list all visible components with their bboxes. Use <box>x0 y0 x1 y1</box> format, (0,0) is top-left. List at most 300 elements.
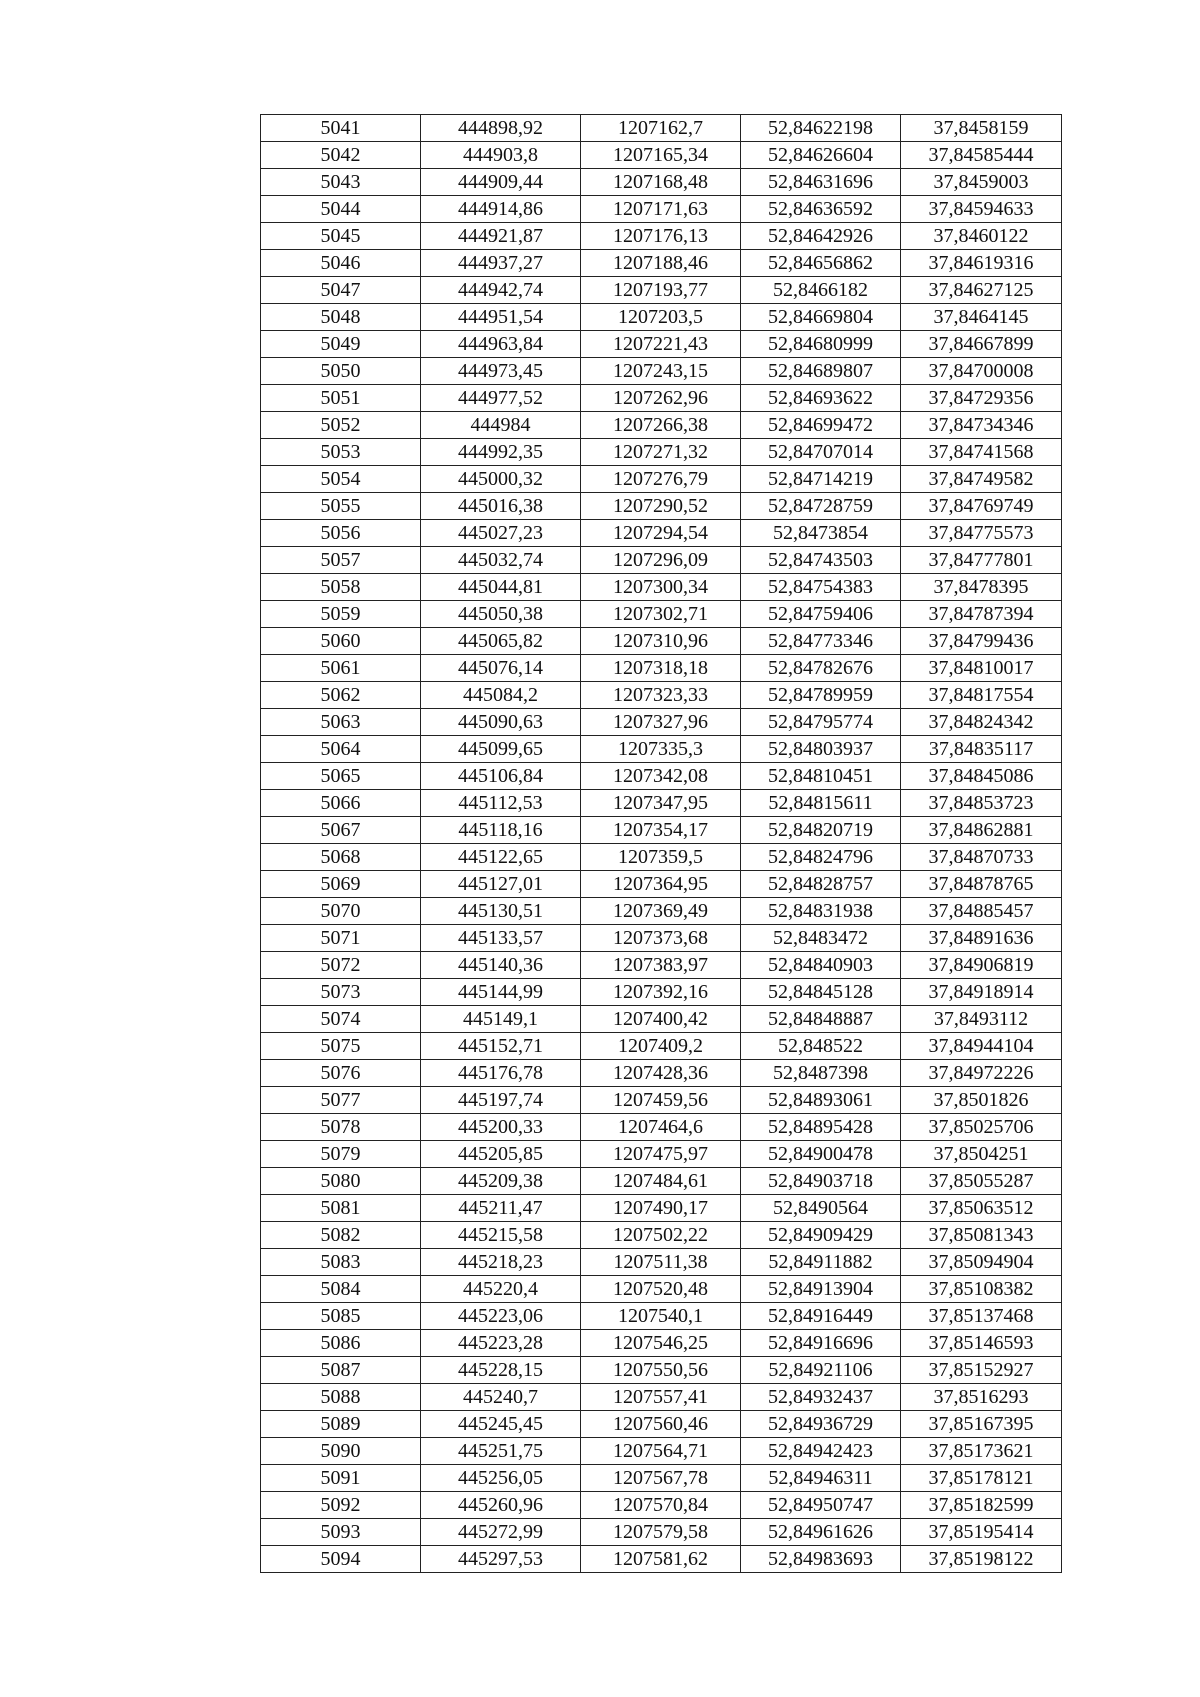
table-row <box>261 304 1062 331</box>
point-number-cell: 5059 <box>261 601 421 628</box>
x-coordinate-cell: 445140,36 <box>421 952 581 979</box>
y-coordinate-cell: 1207290,52 <box>581 493 741 520</box>
longitude-cell: 37,84972226 <box>901 1060 1062 1087</box>
point-number-cell: 5058 <box>261 574 421 601</box>
point-number-cell: 5055 <box>261 493 421 520</box>
x-coordinate-cell: 445152,71 <box>421 1033 581 1060</box>
latitude-cell: 52,84693622 <box>741 385 901 412</box>
y-coordinate-cell: 1207400,42 <box>581 1006 741 1033</box>
latitude-cell: 52,84656862 <box>741 250 901 277</box>
longitude-cell: 37,85108382 <box>901 1276 1062 1303</box>
y-coordinate-cell: 1207347,95 <box>581 790 741 817</box>
longitude-cell: 37,84627125 <box>901 277 1062 304</box>
y-coordinate-cell: 1207570,84 <box>581 1492 741 1519</box>
y-coordinate-cell: 1207502,22 <box>581 1222 741 1249</box>
x-coordinate-cell: 445260,96 <box>421 1492 581 1519</box>
table-row <box>261 1195 1062 1222</box>
longitude-cell: 37,8460122 <box>901 223 1062 250</box>
point-number-cell: 5057 <box>261 547 421 574</box>
latitude-cell: 52,84714219 <box>741 466 901 493</box>
latitude-cell: 52,8490564 <box>741 1195 901 1222</box>
x-coordinate-cell: 445228,15 <box>421 1357 581 1384</box>
x-coordinate-cell: 445149,1 <box>421 1006 581 1033</box>
longitude-cell: 37,85055287 <box>901 1168 1062 1195</box>
point-number-cell: 5086 <box>261 1330 421 1357</box>
point-number-cell: 5089 <box>261 1411 421 1438</box>
longitude-cell: 37,84700008 <box>901 358 1062 385</box>
point-number-cell: 5042 <box>261 142 421 169</box>
longitude-cell: 37,85094904 <box>901 1249 1062 1276</box>
y-coordinate-cell: 1207579,58 <box>581 1519 741 1546</box>
latitude-cell: 52,84828757 <box>741 871 901 898</box>
table-row <box>261 1546 1062 1573</box>
point-number-cell: 5041 <box>261 115 421 142</box>
y-coordinate-cell: 1207428,36 <box>581 1060 741 1087</box>
latitude-cell: 52,84900478 <box>741 1141 901 1168</box>
x-coordinate-cell: 445200,33 <box>421 1114 581 1141</box>
x-coordinate-cell: 444984 <box>421 412 581 439</box>
longitude-cell: 37,84787394 <box>901 601 1062 628</box>
x-coordinate-cell: 445218,23 <box>421 1249 581 1276</box>
latitude-cell: 52,8487398 <box>741 1060 901 1087</box>
point-number-cell: 5053 <box>261 439 421 466</box>
longitude-cell: 37,84799436 <box>901 628 1062 655</box>
y-coordinate-cell: 1207243,15 <box>581 358 741 385</box>
table-row <box>261 601 1062 628</box>
x-coordinate-cell: 445090,63 <box>421 709 581 736</box>
table-row <box>261 844 1062 871</box>
y-coordinate-cell: 1207383,97 <box>581 952 741 979</box>
longitude-cell: 37,84734346 <box>901 412 1062 439</box>
point-number-cell: 5085 <box>261 1303 421 1330</box>
y-coordinate-cell: 1207310,96 <box>581 628 741 655</box>
point-number-cell: 5064 <box>261 736 421 763</box>
x-coordinate-cell: 444963,84 <box>421 331 581 358</box>
table-row <box>261 871 1062 898</box>
longitude-cell: 37,85152927 <box>901 1357 1062 1384</box>
point-number-cell: 5093 <box>261 1519 421 1546</box>
y-coordinate-cell: 1207409,2 <box>581 1033 741 1060</box>
point-number-cell: 5082 <box>261 1222 421 1249</box>
y-coordinate-cell: 1207176,13 <box>581 223 741 250</box>
table-row <box>261 574 1062 601</box>
longitude-cell: 37,84918914 <box>901 979 1062 1006</box>
longitude-cell: 37,85167395 <box>901 1411 1062 1438</box>
latitude-cell: 52,8473854 <box>741 520 901 547</box>
table-row <box>261 412 1062 439</box>
latitude-cell: 52,84820719 <box>741 817 901 844</box>
x-coordinate-cell: 444921,87 <box>421 223 581 250</box>
x-coordinate-cell: 445122,65 <box>421 844 581 871</box>
latitude-cell: 52,84782676 <box>741 655 901 682</box>
x-coordinate-cell: 444977,52 <box>421 385 581 412</box>
table-row <box>261 925 1062 952</box>
latitude-cell: 52,8483472 <box>741 925 901 952</box>
longitude-cell: 37,84585444 <box>901 142 1062 169</box>
y-coordinate-cell: 1207560,46 <box>581 1411 741 1438</box>
table-row <box>261 709 1062 736</box>
y-coordinate-cell: 1207581,62 <box>581 1546 741 1573</box>
latitude-cell: 52,84789959 <box>741 682 901 709</box>
longitude-cell: 37,85025706 <box>901 1114 1062 1141</box>
point-number-cell: 5044 <box>261 196 421 223</box>
point-number-cell: 5084 <box>261 1276 421 1303</box>
latitude-cell: 52,84893061 <box>741 1087 901 1114</box>
y-coordinate-cell: 1207557,41 <box>581 1384 741 1411</box>
table-row <box>261 1141 1062 1168</box>
longitude-cell: 37,85081343 <box>901 1222 1062 1249</box>
longitude-cell: 37,85137468 <box>901 1303 1062 1330</box>
x-coordinate-cell: 445176,78 <box>421 1060 581 1087</box>
longitude-cell: 37,84594633 <box>901 196 1062 223</box>
point-number-cell: 5079 <box>261 1141 421 1168</box>
table-row <box>261 1060 1062 1087</box>
point-number-cell: 5061 <box>261 655 421 682</box>
longitude-cell: 37,84906819 <box>901 952 1062 979</box>
longitude-cell: 37,84817554 <box>901 682 1062 709</box>
latitude-cell: 52,84895428 <box>741 1114 901 1141</box>
y-coordinate-cell: 1207567,78 <box>581 1465 741 1492</box>
x-coordinate-cell: 445130,51 <box>421 898 581 925</box>
y-coordinate-cell: 1207364,95 <box>581 871 741 898</box>
latitude-cell: 52,8466182 <box>741 277 901 304</box>
latitude-cell: 52,84961626 <box>741 1519 901 1546</box>
point-number-cell: 5054 <box>261 466 421 493</box>
x-coordinate-cell: 445076,14 <box>421 655 581 682</box>
table-row <box>261 1276 1062 1303</box>
x-coordinate-cell: 445209,38 <box>421 1168 581 1195</box>
table-row <box>261 1519 1062 1546</box>
latitude-cell: 52,84916449 <box>741 1303 901 1330</box>
x-coordinate-cell: 445245,45 <box>421 1411 581 1438</box>
y-coordinate-cell: 1207373,68 <box>581 925 741 952</box>
point-number-cell: 5077 <box>261 1087 421 1114</box>
x-coordinate-cell: 445256,05 <box>421 1465 581 1492</box>
table-row <box>261 1465 1062 1492</box>
x-coordinate-cell: 444937,27 <box>421 250 581 277</box>
table-row <box>261 790 1062 817</box>
x-coordinate-cell: 445016,38 <box>421 493 581 520</box>
longitude-cell: 37,84870733 <box>901 844 1062 871</box>
longitude-cell: 37,84835117 <box>901 736 1062 763</box>
x-coordinate-cell: 444898,92 <box>421 115 581 142</box>
latitude-cell: 52,84936729 <box>741 1411 901 1438</box>
point-number-cell: 5087 <box>261 1357 421 1384</box>
x-coordinate-cell: 445112,53 <box>421 790 581 817</box>
longitude-cell: 37,8501826 <box>901 1087 1062 1114</box>
longitude-cell: 37,84885457 <box>901 898 1062 925</box>
y-coordinate-cell: 1207564,71 <box>581 1438 741 1465</box>
longitude-cell: 37,8516293 <box>901 1384 1062 1411</box>
latitude-cell: 52,84803937 <box>741 736 901 763</box>
x-coordinate-cell: 445205,85 <box>421 1141 581 1168</box>
longitude-cell: 37,8458159 <box>901 115 1062 142</box>
point-number-cell: 5045 <box>261 223 421 250</box>
longitude-cell: 37,84845086 <box>901 763 1062 790</box>
y-coordinate-cell: 1207369,49 <box>581 898 741 925</box>
y-coordinate-cell: 1207490,17 <box>581 1195 741 1222</box>
latitude-cell: 52,84831938 <box>741 898 901 925</box>
table-row <box>261 1249 1062 1276</box>
table-row <box>261 736 1062 763</box>
table-row <box>261 1033 1062 1060</box>
latitude-cell: 52,84707014 <box>741 439 901 466</box>
point-number-cell: 5081 <box>261 1195 421 1222</box>
x-coordinate-cell: 445032,74 <box>421 547 581 574</box>
table-row <box>261 547 1062 574</box>
point-number-cell: 5070 <box>261 898 421 925</box>
longitude-cell: 37,84729356 <box>901 385 1062 412</box>
latitude-cell: 52,84626604 <box>741 142 901 169</box>
point-number-cell: 5046 <box>261 250 421 277</box>
x-coordinate-cell: 444903,8 <box>421 142 581 169</box>
longitude-cell: 37,84944104 <box>901 1033 1062 1060</box>
y-coordinate-cell: 1207193,77 <box>581 277 741 304</box>
latitude-cell: 52,84815611 <box>741 790 901 817</box>
coordinates-table-body <box>261 115 1062 1573</box>
longitude-cell: 37,8504251 <box>901 1141 1062 1168</box>
point-number-cell: 5066 <box>261 790 421 817</box>
longitude-cell: 37,84853723 <box>901 790 1062 817</box>
longitude-cell: 37,84775573 <box>901 520 1062 547</box>
longitude-cell: 37,85146593 <box>901 1330 1062 1357</box>
x-coordinate-cell: 445215,58 <box>421 1222 581 1249</box>
latitude-cell: 52,84840903 <box>741 952 901 979</box>
point-number-cell: 5080 <box>261 1168 421 1195</box>
y-coordinate-cell: 1207162,7 <box>581 115 741 142</box>
y-coordinate-cell: 1207188,46 <box>581 250 741 277</box>
longitude-cell: 37,84824342 <box>901 709 1062 736</box>
point-number-cell: 5050 <box>261 358 421 385</box>
y-coordinate-cell: 1207392,16 <box>581 979 741 1006</box>
latitude-cell: 52,84636592 <box>741 196 901 223</box>
table-row <box>261 196 1062 223</box>
y-coordinate-cell: 1207203,5 <box>581 304 741 331</box>
table-row <box>261 817 1062 844</box>
latitude-cell: 52,84642926 <box>741 223 901 250</box>
point-number-cell: 5072 <box>261 952 421 979</box>
x-coordinate-cell: 445297,53 <box>421 1546 581 1573</box>
point-number-cell: 5056 <box>261 520 421 547</box>
x-coordinate-cell: 445223,06 <box>421 1303 581 1330</box>
longitude-cell: 37,84619316 <box>901 250 1062 277</box>
longitude-cell: 37,85198122 <box>901 1546 1062 1573</box>
point-number-cell: 5051 <box>261 385 421 412</box>
x-coordinate-cell: 445000,32 <box>421 466 581 493</box>
point-number-cell: 5090 <box>261 1438 421 1465</box>
latitude-cell: 52,84728759 <box>741 493 901 520</box>
point-number-cell: 5068 <box>261 844 421 871</box>
point-number-cell: 5048 <box>261 304 421 331</box>
table-row <box>261 331 1062 358</box>
x-coordinate-cell: 444951,54 <box>421 304 581 331</box>
point-number-cell: 5074 <box>261 1006 421 1033</box>
table-row <box>261 682 1062 709</box>
table-row <box>261 358 1062 385</box>
x-coordinate-cell: 444914,86 <box>421 196 581 223</box>
table-row <box>261 1357 1062 1384</box>
x-coordinate-cell: 445084,2 <box>421 682 581 709</box>
longitude-cell: 37,85173621 <box>901 1438 1062 1465</box>
latitude-cell: 52,84911882 <box>741 1249 901 1276</box>
y-coordinate-cell: 1207276,79 <box>581 466 741 493</box>
latitude-cell: 52,84946311 <box>741 1465 901 1492</box>
longitude-cell: 37,84749582 <box>901 466 1062 493</box>
y-coordinate-cell: 1207475,97 <box>581 1141 741 1168</box>
y-coordinate-cell: 1207165,34 <box>581 142 741 169</box>
x-coordinate-cell: 445197,74 <box>421 1087 581 1114</box>
x-coordinate-cell: 445223,28 <box>421 1330 581 1357</box>
latitude-cell: 52,84845128 <box>741 979 901 1006</box>
point-number-cell: 5069 <box>261 871 421 898</box>
latitude-cell: 52,84916696 <box>741 1330 901 1357</box>
longitude-cell: 37,8464145 <box>901 304 1062 331</box>
table-row <box>261 520 1062 547</box>
y-coordinate-cell: 1207335,3 <box>581 736 741 763</box>
y-coordinate-cell: 1207296,09 <box>581 547 741 574</box>
latitude-cell: 52,84795774 <box>741 709 901 736</box>
y-coordinate-cell: 1207459,56 <box>581 1087 741 1114</box>
y-coordinate-cell: 1207484,61 <box>581 1168 741 1195</box>
longitude-cell: 37,84667899 <box>901 331 1062 358</box>
y-coordinate-cell: 1207294,54 <box>581 520 741 547</box>
x-coordinate-cell: 444942,74 <box>421 277 581 304</box>
latitude-cell: 52,84913904 <box>741 1276 901 1303</box>
x-coordinate-cell: 445027,23 <box>421 520 581 547</box>
y-coordinate-cell: 1207540,1 <box>581 1303 741 1330</box>
y-coordinate-cell: 1207546,25 <box>581 1330 741 1357</box>
latitude-cell: 52,84754383 <box>741 574 901 601</box>
y-coordinate-cell: 1207168,48 <box>581 169 741 196</box>
latitude-cell: 52,84622198 <box>741 115 901 142</box>
latitude-cell: 52,84942423 <box>741 1438 901 1465</box>
longitude-cell: 37,85195414 <box>901 1519 1062 1546</box>
point-number-cell: 5071 <box>261 925 421 952</box>
table-row <box>261 1492 1062 1519</box>
table-row <box>261 628 1062 655</box>
point-number-cell: 5060 <box>261 628 421 655</box>
latitude-cell: 52,84950747 <box>741 1492 901 1519</box>
x-coordinate-cell: 444973,45 <box>421 358 581 385</box>
table-row <box>261 1114 1062 1141</box>
latitude-cell: 52,84909429 <box>741 1222 901 1249</box>
table-row <box>261 952 1062 979</box>
latitude-cell: 52,84848887 <box>741 1006 901 1033</box>
y-coordinate-cell: 1207318,18 <box>581 655 741 682</box>
longitude-cell: 37,8493112 <box>901 1006 1062 1033</box>
x-coordinate-cell: 445106,84 <box>421 763 581 790</box>
y-coordinate-cell: 1207327,96 <box>581 709 741 736</box>
table-row <box>261 1438 1062 1465</box>
table-row <box>261 466 1062 493</box>
y-coordinate-cell: 1207323,33 <box>581 682 741 709</box>
y-coordinate-cell: 1207550,56 <box>581 1357 741 1384</box>
y-coordinate-cell: 1207302,71 <box>581 601 741 628</box>
y-coordinate-cell: 1207359,5 <box>581 844 741 871</box>
longitude-cell: 37,84810017 <box>901 655 1062 682</box>
table-row <box>261 1303 1062 1330</box>
table-row <box>261 655 1062 682</box>
latitude-cell: 52,84810451 <box>741 763 901 790</box>
latitude-cell: 52,84824796 <box>741 844 901 871</box>
x-coordinate-cell: 445133,57 <box>421 925 581 952</box>
table-row <box>261 1384 1062 1411</box>
latitude-cell: 52,84773346 <box>741 628 901 655</box>
point-number-cell: 5063 <box>261 709 421 736</box>
y-coordinate-cell: 1207511,38 <box>581 1249 741 1276</box>
y-coordinate-cell: 1207354,17 <box>581 817 741 844</box>
x-coordinate-cell: 444992,35 <box>421 439 581 466</box>
table-row <box>261 979 1062 1006</box>
latitude-cell: 52,84680999 <box>741 331 901 358</box>
x-coordinate-cell: 445272,99 <box>421 1519 581 1546</box>
longitude-cell: 37,84862881 <box>901 817 1062 844</box>
latitude-cell: 52,84932437 <box>741 1384 901 1411</box>
point-number-cell: 5092 <box>261 1492 421 1519</box>
table-row <box>261 1222 1062 1249</box>
latitude-cell: 52,84669804 <box>741 304 901 331</box>
table-row <box>261 898 1062 925</box>
table-row <box>261 223 1062 250</box>
coordinates-table <box>260 114 1062 1573</box>
latitude-cell: 52,84699472 <box>741 412 901 439</box>
longitude-cell: 37,85063512 <box>901 1195 1062 1222</box>
x-coordinate-cell: 445118,16 <box>421 817 581 844</box>
table-row <box>261 1411 1062 1438</box>
point-number-cell: 5047 <box>261 277 421 304</box>
longitude-cell: 37,84878765 <box>901 871 1062 898</box>
point-number-cell: 5067 <box>261 817 421 844</box>
y-coordinate-cell: 1207271,32 <box>581 439 741 466</box>
table-row <box>261 439 1062 466</box>
x-coordinate-cell: 445220,4 <box>421 1276 581 1303</box>
latitude-cell: 52,848522 <box>741 1033 901 1060</box>
point-number-cell: 5083 <box>261 1249 421 1276</box>
longitude-cell: 37,8459003 <box>901 169 1062 196</box>
table-row <box>261 115 1062 142</box>
point-number-cell: 5062 <box>261 682 421 709</box>
y-coordinate-cell: 1207300,34 <box>581 574 741 601</box>
point-number-cell: 5091 <box>261 1465 421 1492</box>
table-row <box>261 493 1062 520</box>
x-coordinate-cell: 445099,65 <box>421 736 581 763</box>
latitude-cell: 52,84921106 <box>741 1357 901 1384</box>
table-row <box>261 1087 1062 1114</box>
table-row <box>261 385 1062 412</box>
y-coordinate-cell: 1207464,6 <box>581 1114 741 1141</box>
point-number-cell: 5094 <box>261 1546 421 1573</box>
table-row <box>261 1006 1062 1033</box>
x-coordinate-cell: 445144,99 <box>421 979 581 1006</box>
y-coordinate-cell: 1207520,48 <box>581 1276 741 1303</box>
longitude-cell: 37,84741568 <box>901 439 1062 466</box>
x-coordinate-cell: 445065,82 <box>421 628 581 655</box>
x-coordinate-cell: 445251,75 <box>421 1438 581 1465</box>
table-row <box>261 142 1062 169</box>
latitude-cell: 52,84743503 <box>741 547 901 574</box>
table-row <box>261 1330 1062 1357</box>
y-coordinate-cell: 1207221,43 <box>581 331 741 358</box>
point-number-cell: 5073 <box>261 979 421 1006</box>
latitude-cell: 52,84631696 <box>741 169 901 196</box>
table-row <box>261 1168 1062 1195</box>
table-row <box>261 763 1062 790</box>
latitude-cell: 52,84759406 <box>741 601 901 628</box>
x-coordinate-cell: 445050,38 <box>421 601 581 628</box>
y-coordinate-cell: 1207342,08 <box>581 763 741 790</box>
latitude-cell: 52,84689807 <box>741 358 901 385</box>
point-number-cell: 5049 <box>261 331 421 358</box>
